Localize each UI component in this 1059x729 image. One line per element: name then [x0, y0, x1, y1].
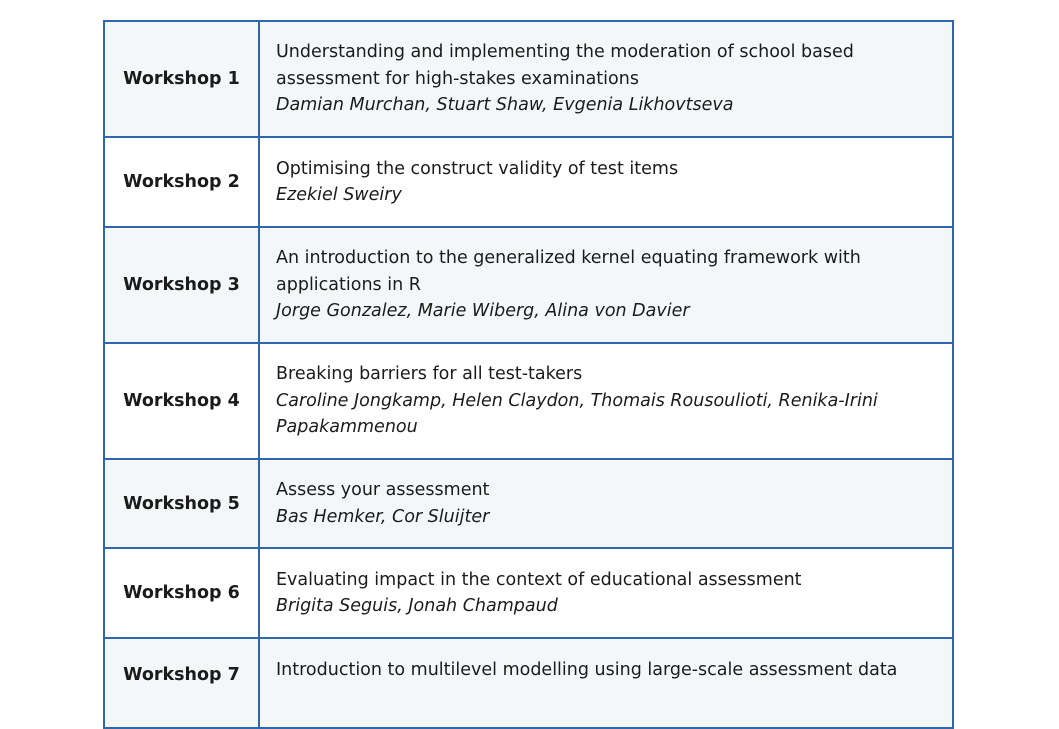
workshop-details: [260, 639, 952, 684]
workshop-details: [260, 460, 952, 547]
workshop-title: An introduction to the generalized kernel equating framework with applications in R: [276, 248, 861, 295]
workshop-label: Workshop 3: [105, 228, 260, 342]
workshop-title: Optimising the construct validity of test items: [276, 158, 679, 179]
table-row: [105, 138, 952, 228]
table-row: [105, 22, 952, 138]
workshops-table: [103, 20, 954, 729]
workshop-details: [260, 228, 952, 342]
workshop-label: Workshop 7: [105, 639, 260, 727]
workshop-title: Breaking barriers for all test-takers: [276, 364, 583, 385]
workshop-details: [260, 344, 952, 458]
workshop-label: Workshop 6: [105, 549, 260, 637]
table-row: [105, 228, 952, 344]
table-row: [105, 639, 952, 729]
workshop-label: Workshop 5: [105, 460, 260, 547]
workshop-title: Assess your assessment: [276, 480, 490, 500]
workshop-authors: Damian Murchan, Stuart Shaw, Evgenia Likhovtseva: [276, 95, 734, 116]
workshop-authors: Jorge Gonzalez, Marie Wiberg, Alina von Davier: [276, 301, 690, 322]
workshop-authors: Brigita Seguis, Jonah Champaud: [276, 596, 558, 616]
workshop-details: [260, 138, 952, 226]
workshop-label: Workshop 1: [105, 22, 260, 136]
workshop-title: Evaluating impact in the context of educational assessment: [276, 569, 802, 590]
workshop-authors: Ezekiel Sweiry: [276, 185, 402, 205]
workshop-label: Workshop 4: [105, 344, 260, 458]
workshop-authors: Caroline Jongkamp, Helen Claydon, Thomais Rousoulioti, Renika-Irini Papakammenou: [276, 390, 878, 438]
workshop-authors: Bas Hemker, Cor Sluijter: [276, 506, 490, 527]
workshop-title: Understanding and implementing the moderation of school based assessment for high-stakes examinations: [276, 42, 854, 89]
workshop-label: Workshop 2: [105, 138, 260, 226]
table-row: [105, 344, 952, 460]
table-row: [105, 460, 952, 549]
table-row: [105, 549, 952, 639]
workshop-details: [260, 22, 952, 136]
workshop-title: Introduction to multilevel modelling using large-scale assessment data: [276, 660, 898, 680]
workshop-details: [260, 549, 952, 637]
